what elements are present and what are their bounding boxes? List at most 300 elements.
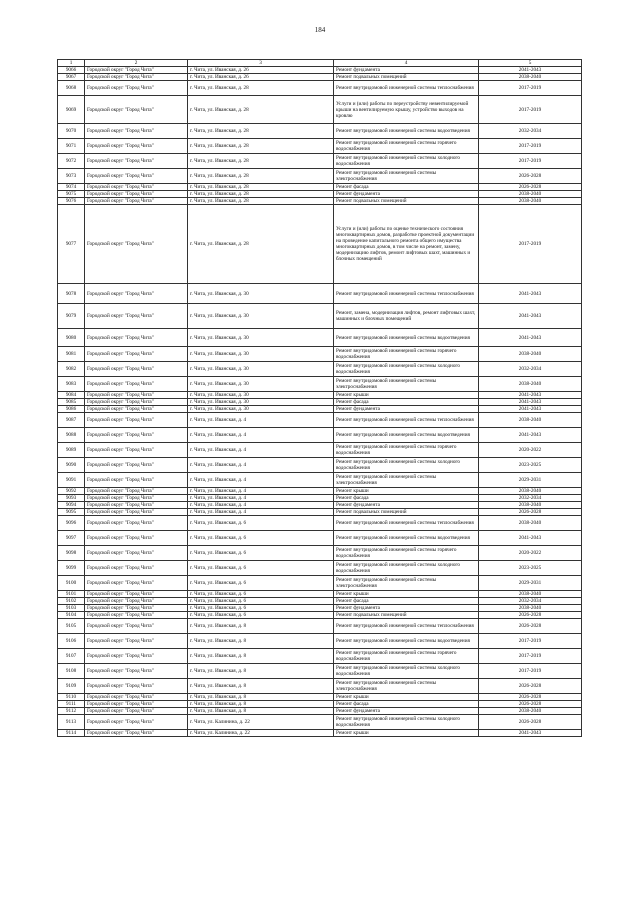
table-row (58, 591, 582, 598)
work-type: Ремонт внутридомовой инженерной системы холодного водоснабжения (334, 561, 479, 576)
row-number: 9090 (58, 458, 85, 473)
table-row (58, 362, 582, 377)
period: 2041-2043 (479, 531, 582, 546)
row-number: 9114 (58, 730, 85, 737)
work-type: Ремонт внутридомовой инженерной системы холодного водоснабжения (334, 458, 479, 473)
table-row (58, 304, 582, 329)
address: г. Чита, ул. Иванская, д. 4 (188, 443, 334, 458)
table-row (58, 730, 582, 737)
work-type: Ремонт внутридомовой инженерной системы водоотведения (334, 329, 479, 347)
table-row (58, 576, 582, 591)
address: г. Чита, ул. Иванская, д. 4 (188, 428, 334, 443)
period: 2032-2034 (479, 598, 582, 605)
column-header: 2 (85, 60, 188, 67)
table-row (58, 347, 582, 362)
address: г. Чита, ул. Иванская, д. 26 (188, 74, 334, 81)
table-row (58, 473, 582, 488)
table-header-row (58, 60, 582, 67)
period: 2026-2028 (479, 509, 582, 516)
row-number: 9072 (58, 154, 85, 169)
period: 2041-2043 (479, 392, 582, 399)
work-type: Ремонт, замена, модернизация лифтов, ремонт лифтовых шахт, машинных и блочных помещений (334, 304, 479, 329)
municipality: Городской округ "Город Чита" (85, 561, 188, 576)
period: 2020-2022 (479, 546, 582, 561)
municipality: Городской округ "Город Чита" (85, 591, 188, 598)
municipality: Городской округ "Город Чита" (85, 488, 188, 495)
municipality: Городской округ "Город Чита" (85, 377, 188, 392)
page-number: 184 (314, 26, 326, 34)
row-number: 9105 (58, 619, 85, 634)
row-number: 9073 (58, 169, 85, 184)
work-type: Ремонт подвальных помещений (334, 198, 479, 205)
row-number: 9067 (58, 74, 85, 81)
period: 2038-2040 (479, 347, 582, 362)
table-row (58, 679, 582, 694)
work-type: Ремонт внутридомовой инженерной системы холодного водоснабжения (334, 715, 479, 730)
address: г. Чита, ул. Калинина, д. 22 (188, 730, 334, 737)
address: г. Чита, ул. Иванская, д. 30 (188, 329, 334, 347)
address: г. Чита, ул. Иванская, д. 4 (188, 458, 334, 473)
municipality: Городской округ "Город Чита" (85, 708, 188, 715)
work-type: Ремонт внутридомовой инженерной системы горячего водоснабжения (334, 443, 479, 458)
municipality: Городской округ "Город Чита" (85, 406, 188, 413)
table-row (58, 124, 582, 139)
municipality: Городской округ "Город Чита" (85, 649, 188, 664)
municipality: Городской округ "Город Чита" (85, 198, 188, 205)
address: г. Чита, ул. Иванская, д. 8 (188, 694, 334, 701)
row-number: 9108 (58, 664, 85, 679)
row-number: 9085 (58, 399, 85, 406)
address: г. Чита, ул. Иванская, д. 4 (188, 473, 334, 488)
period: 2038-2040 (479, 502, 582, 509)
address: г. Чита, ул. Иванская, д. 28 (188, 191, 334, 198)
period: 2026-2028 (479, 169, 582, 184)
table-row (58, 392, 582, 399)
period: 2032-2034 (479, 124, 582, 139)
row-number: 9103 (58, 605, 85, 612)
period: 2038-2040 (479, 377, 582, 392)
row-number: 9081 (58, 347, 85, 362)
address: г. Чита, ул. Иванская, д. 8 (188, 634, 334, 649)
table-row (58, 198, 582, 205)
work-type: Ремонт внутридомовой инженерной системы электроснабжения (334, 377, 479, 392)
work-type: Ремонт фасада (334, 701, 479, 708)
row-number: 9093 (58, 495, 85, 502)
row-number: 9077 (58, 205, 85, 284)
row-number: 9083 (58, 377, 85, 392)
table-row (58, 284, 582, 304)
row-number: 9066 (58, 67, 85, 74)
period: 2026-2028 (479, 694, 582, 701)
row-number: 9113 (58, 715, 85, 730)
municipality: Городской округ "Город Чита" (85, 124, 188, 139)
table-row (58, 598, 582, 605)
address: г. Чита, ул. Иванская, д. 6 (188, 576, 334, 591)
period: 2041-2043 (479, 284, 582, 304)
period: 2038-2040 (479, 591, 582, 598)
address: г. Чита, ул. Иванская, д. 28 (188, 184, 334, 191)
address: г. Чита, ул. Иванская, д. 6 (188, 598, 334, 605)
period: 2026-2028 (479, 701, 582, 708)
row-number: 9091 (58, 473, 85, 488)
table-row (58, 81, 582, 96)
work-type: Ремонт фундамента (334, 67, 479, 74)
table-row (58, 612, 582, 619)
row-number: 9099 (58, 561, 85, 576)
row-number: 9087 (58, 413, 85, 428)
work-type: Ремонт внутридомовой инженерной системы горячего водоснабжения (334, 649, 479, 664)
municipality: Городской округ "Город Чита" (85, 502, 188, 509)
row-number: 9109 (58, 679, 85, 694)
period: 2017-2019 (479, 664, 582, 679)
address: г. Чита, ул. Иванская, д. 6 (188, 591, 334, 598)
address: г. Чита, ул. Иванская, д. 30 (188, 284, 334, 304)
table-row (58, 184, 582, 191)
work-type: Услуги и (или) работы по переустройству невентилируемой крыши на вентилируемую крышу, устройство выходов на кровлю (334, 96, 479, 124)
work-type: Ремонт фундамента (334, 708, 479, 715)
municipality: Городской округ "Город Чита" (85, 362, 188, 377)
address: г. Чита, ул. Иванская, д. 6 (188, 612, 334, 619)
row-number: 9100 (58, 576, 85, 591)
row-number: 9069 (58, 96, 85, 124)
address: г. Чита, ул. Калинина, д. 22 (188, 715, 334, 730)
address: г. Чита, ул. Иванская, д. 4 (188, 413, 334, 428)
municipality: Городской округ "Город Чита" (85, 619, 188, 634)
row-number: 9070 (58, 124, 85, 139)
address: г. Чита, ул. Иванская, д. 4 (188, 488, 334, 495)
repair-schedule-table (57, 59, 582, 737)
work-type: Ремонт внутридомовой инженерной системы теплоснабжения (334, 619, 479, 634)
municipality: Городской округ "Город Чита" (85, 443, 188, 458)
row-number: 9101 (58, 591, 85, 598)
table-row (58, 443, 582, 458)
row-number: 9074 (58, 184, 85, 191)
table-row (58, 205, 582, 284)
table-row (58, 561, 582, 576)
work-type: Ремонт внутридомовой инженерной системы электроснабжения (334, 169, 479, 184)
work-type: Ремонт подвальных помещений (334, 612, 479, 619)
municipality: Городской округ "Город Чита" (85, 329, 188, 347)
row-number: 9095 (58, 509, 85, 516)
table-row (58, 649, 582, 664)
table-row (58, 715, 582, 730)
period: 2038-2040 (479, 413, 582, 428)
row-number: 9112 (58, 708, 85, 715)
address: г. Чита, ул. Иванская, д. 30 (188, 399, 334, 406)
table-row (58, 406, 582, 413)
municipality: Городской округ "Город Чита" (85, 139, 188, 154)
address: г. Чита, ул. Иванская, д. 6 (188, 531, 334, 546)
row-number: 9098 (58, 546, 85, 561)
municipality: Городской округ "Город Чита" (85, 392, 188, 399)
table-row (58, 377, 582, 392)
period: 2038-2040 (479, 605, 582, 612)
municipality: Городской округ "Город Чита" (85, 516, 188, 531)
municipality: Городской округ "Город Чита" (85, 304, 188, 329)
municipality: Городской округ "Город Чита" (85, 67, 188, 74)
period: 2038-2040 (479, 198, 582, 205)
period: 2038-2040 (479, 74, 582, 81)
work-type: Ремонт фундамента (334, 191, 479, 198)
period: 2023-2025 (479, 458, 582, 473)
table-row (58, 458, 582, 473)
work-type: Ремонт внутридомовой инженерной системы теплоснабжения (334, 516, 479, 531)
column-header: 5 (479, 60, 582, 67)
row-number: 9071 (58, 139, 85, 154)
table-row (58, 139, 582, 154)
work-type: Ремонт фундамента (334, 502, 479, 509)
row-number: 9097 (58, 531, 85, 546)
work-type: Услуги и (или) работы по оценке технического состояния многоквартирных домов, разработке проектной документации на проведение капитального ремонта общего имущества многоквартирных домов, в том числе на ремонт, замену, модернизацию лифтов, ремонт лифтовых шахт, машинных и блочных помещений (334, 205, 479, 284)
period: 2026-2028 (479, 715, 582, 730)
work-type: Ремонт внутридомовой инженерной системы водоотведения (334, 428, 479, 443)
table-row (58, 413, 582, 428)
municipality: Городской округ "Город Чита" (85, 664, 188, 679)
municipality: Городской округ "Город Чита" (85, 284, 188, 304)
address: г. Чита, ул. Иванская, д. 28 (188, 81, 334, 96)
municipality: Городской округ "Город Чита" (85, 730, 188, 737)
period: 2041-2043 (479, 406, 582, 413)
work-type: Ремонт внутридомовой инженерной системы электроснабжения (334, 576, 479, 591)
period: 2017-2019 (479, 81, 582, 96)
municipality: Городской округ "Город Чита" (85, 605, 188, 612)
address: г. Чита, ул. Иванская, д. 8 (188, 701, 334, 708)
period: 2026-2028 (479, 619, 582, 634)
address: г. Чита, ул. Иванская, д. 28 (188, 205, 334, 284)
address: г. Чита, ул. Иванская, д. 30 (188, 377, 334, 392)
row-number: 9094 (58, 502, 85, 509)
municipality: Городской округ "Город Чита" (85, 205, 188, 284)
address: г. Чита, ул. Иванская, д. 28 (188, 154, 334, 169)
table-row (58, 169, 582, 184)
municipality: Городской округ "Город Чита" (85, 546, 188, 561)
table-row (58, 67, 582, 74)
period: 2026-2028 (479, 679, 582, 694)
row-number: 9088 (58, 428, 85, 443)
work-type: Ремонт крыши (334, 392, 479, 399)
row-number: 9106 (58, 634, 85, 649)
period: 2041-2043 (479, 67, 582, 74)
address: г. Чита, ул. Иванская, д. 8 (188, 664, 334, 679)
table-row (58, 605, 582, 612)
address: г. Чита, ул. Иванская, д. 28 (188, 96, 334, 124)
address: г. Чита, ул. Иванская, д. 6 (188, 516, 334, 531)
period: 2017-2019 (479, 649, 582, 664)
work-type: Ремонт крыши (334, 694, 479, 701)
address: г. Чита, ул. Иванская, д. 8 (188, 619, 334, 634)
table-body (58, 67, 582, 737)
municipality: Городской округ "Город Чита" (85, 428, 188, 443)
row-number: 9080 (58, 329, 85, 347)
row-number: 9079 (58, 304, 85, 329)
address: г. Чита, ул. Иванская, д. 8 (188, 679, 334, 694)
work-type: Ремонт внутридомовой инженерной системы горячего водоснабжения (334, 347, 479, 362)
period: 2026-2028 (479, 612, 582, 619)
address: г. Чита, ул. Иванская, д. 6 (188, 561, 334, 576)
row-number: 9104 (58, 612, 85, 619)
work-type: Ремонт внутридомовой инженерной системы электроснабжения (334, 473, 479, 488)
period: 2026-2028 (479, 184, 582, 191)
work-type: Ремонт подвальных помещений (334, 74, 479, 81)
table-row (58, 634, 582, 649)
period: 2041-2043 (479, 428, 582, 443)
row-number: 9092 (58, 488, 85, 495)
period: 2032-2034 (479, 495, 582, 502)
municipality: Городской округ "Город Чита" (85, 598, 188, 605)
address: г. Чита, ул. Иванская, д. 30 (188, 304, 334, 329)
table-row (58, 502, 582, 509)
column-header: 4 (334, 60, 479, 67)
municipality: Городской округ "Город Чита" (85, 74, 188, 81)
row-number: 9078 (58, 284, 85, 304)
address: г. Чита, ул. Иванская, д. 28 (188, 198, 334, 205)
address: г. Чита, ул. Иванская, д. 26 (188, 67, 334, 74)
municipality: Городской округ "Город Чита" (85, 701, 188, 708)
row-number: 9075 (58, 191, 85, 198)
work-type: Ремонт внутридомовой инженерной системы теплоснабжения (334, 413, 479, 428)
address: г. Чита, ул. Иванская, д. 4 (188, 502, 334, 509)
municipality: Городской округ "Город Чита" (85, 169, 188, 184)
work-type: Ремонт фасада (334, 495, 479, 502)
table-row (58, 428, 582, 443)
table-row (58, 74, 582, 81)
row-number: 9110 (58, 694, 85, 701)
column-header: 1 (58, 60, 85, 67)
table-row (58, 664, 582, 679)
address: г. Чита, ул. Иванская, д. 30 (188, 406, 334, 413)
address: г. Чита, ул. Иванская, д. 30 (188, 347, 334, 362)
table-row (58, 96, 582, 124)
work-type: Ремонт фундамента (334, 406, 479, 413)
municipality: Городской округ "Город Чита" (85, 531, 188, 546)
table-row (58, 495, 582, 502)
work-type: Ремонт крыши (334, 488, 479, 495)
table-row (58, 399, 582, 406)
table-row (58, 488, 582, 495)
row-number: 9082 (58, 362, 85, 377)
address: г. Чита, ул. Иванская, д. 4 (188, 495, 334, 502)
table-row (58, 546, 582, 561)
address: г. Чита, ул. Иванская, д. 30 (188, 362, 334, 377)
municipality: Городской округ "Город Чита" (85, 679, 188, 694)
period: 2041-2043 (479, 730, 582, 737)
table-row (58, 509, 582, 516)
address: г. Чита, ул. Иванская, д. 28 (188, 124, 334, 139)
municipality: Городской округ "Город Чита" (85, 576, 188, 591)
period: 2020-2022 (479, 443, 582, 458)
municipality: Городской округ "Город Чита" (85, 154, 188, 169)
row-number: 9089 (58, 443, 85, 458)
period: 2023-2025 (479, 561, 582, 576)
work-type: Ремонт фасада (334, 399, 479, 406)
table-row (58, 329, 582, 347)
municipality: Городской округ "Город Чита" (85, 399, 188, 406)
period: 2038-2040 (479, 516, 582, 531)
municipality: Городской округ "Город Чита" (85, 184, 188, 191)
work-type: Ремонт внутридомовой инженерной системы водоотведения (334, 531, 479, 546)
work-type: Ремонт внутридомовой инженерной системы водоотведения (334, 634, 479, 649)
municipality: Городской округ "Город Чита" (85, 694, 188, 701)
period: 2041-2043 (479, 329, 582, 347)
work-type: Ремонт крыши (334, 591, 479, 598)
row-number: 9068 (58, 81, 85, 96)
row-number: 9107 (58, 649, 85, 664)
table-row (58, 154, 582, 169)
period: 2032-2034 (479, 362, 582, 377)
work-type: Ремонт внутридомовой инженерной системы теплоснабжения (334, 81, 479, 96)
row-number: 9111 (58, 701, 85, 708)
table-row (58, 701, 582, 708)
address: г. Чита, ул. Иванская, д. 28 (188, 169, 334, 184)
municipality: Городской округ "Город Чита" (85, 81, 188, 96)
work-type: Ремонт внутридомовой инженерной системы горячего водоснабжения (334, 139, 479, 154)
row-number: 9086 (58, 406, 85, 413)
table-row (58, 708, 582, 715)
table-row (58, 531, 582, 546)
address: г. Чита, ул. Иванская, д. 30 (188, 392, 334, 399)
municipality: Городской округ "Город Чита" (85, 495, 188, 502)
address: г. Чита, ул. Иванская, д. 6 (188, 546, 334, 561)
period: 2017-2019 (479, 154, 582, 169)
period: 2038-2040 (479, 191, 582, 198)
work-type: Ремонт фасада (334, 184, 479, 191)
address: г. Чита, ул. Иванская, д. 4 (188, 509, 334, 516)
period: 2029-2031 (479, 576, 582, 591)
period: 2029-2031 (479, 473, 582, 488)
municipality: Городской округ "Город Чита" (85, 509, 188, 516)
address: г. Чита, ул. Иванская, д. 8 (188, 708, 334, 715)
table-row (58, 694, 582, 701)
address: г. Чита, ул. Иванская, д. 6 (188, 605, 334, 612)
period: 2017-2019 (479, 634, 582, 649)
table-row (58, 191, 582, 198)
municipality: Городской округ "Город Чита" (85, 96, 188, 124)
period: 2038-2040 (479, 708, 582, 715)
row-number: 9102 (58, 598, 85, 605)
row-number: 9076 (58, 198, 85, 205)
work-type: Ремонт фасада (334, 598, 479, 605)
work-type: Ремонт внутридомовой инженерной системы электроснабжения (334, 679, 479, 694)
work-type: Ремонт внутридомовой инженерной системы теплоснабжения (334, 284, 479, 304)
period: 2041-2043 (479, 399, 582, 406)
row-number: 9096 (58, 516, 85, 531)
address: г. Чита, ул. Иванская, д. 28 (188, 139, 334, 154)
work-type: Ремонт внутридомовой инженерной системы водоотведения (334, 124, 479, 139)
work-type: Ремонт внутридомовой инженерной системы горячего водоснабжения (334, 546, 479, 561)
column-header: 3 (188, 60, 334, 67)
municipality: Городской округ "Город Чита" (85, 715, 188, 730)
work-type: Ремонт крыши (334, 730, 479, 737)
work-type: Ремонт внутридомовой инженерной системы холодного водоснабжения (334, 154, 479, 169)
municipality: Городской округ "Город Чита" (85, 191, 188, 198)
municipality: Городской округ "Город Чита" (85, 612, 188, 619)
municipality: Городской округ "Город Чита" (85, 458, 188, 473)
work-type: Ремонт подвальных помещений (334, 509, 479, 516)
work-type: Ремонт внутридомовой инженерной системы холодного водоснабжения (334, 664, 479, 679)
table-row (58, 619, 582, 634)
period: 2017-2019 (479, 96, 582, 124)
address: г. Чита, ул. Иванская, д. 8 (188, 649, 334, 664)
municipality: Городской округ "Город Чита" (85, 413, 188, 428)
work-type: Ремонт внутридомовой инженерной системы холодного водоснабжения (334, 362, 479, 377)
period: 2038-2040 (479, 488, 582, 495)
period: 2041-2043 (479, 304, 582, 329)
period: 2017-2019 (479, 205, 582, 284)
table-row (58, 516, 582, 531)
municipality: Городской округ "Город Чита" (85, 473, 188, 488)
municipality: Городской округ "Город Чита" (85, 634, 188, 649)
work-type: Ремонт фундамента (334, 605, 479, 612)
